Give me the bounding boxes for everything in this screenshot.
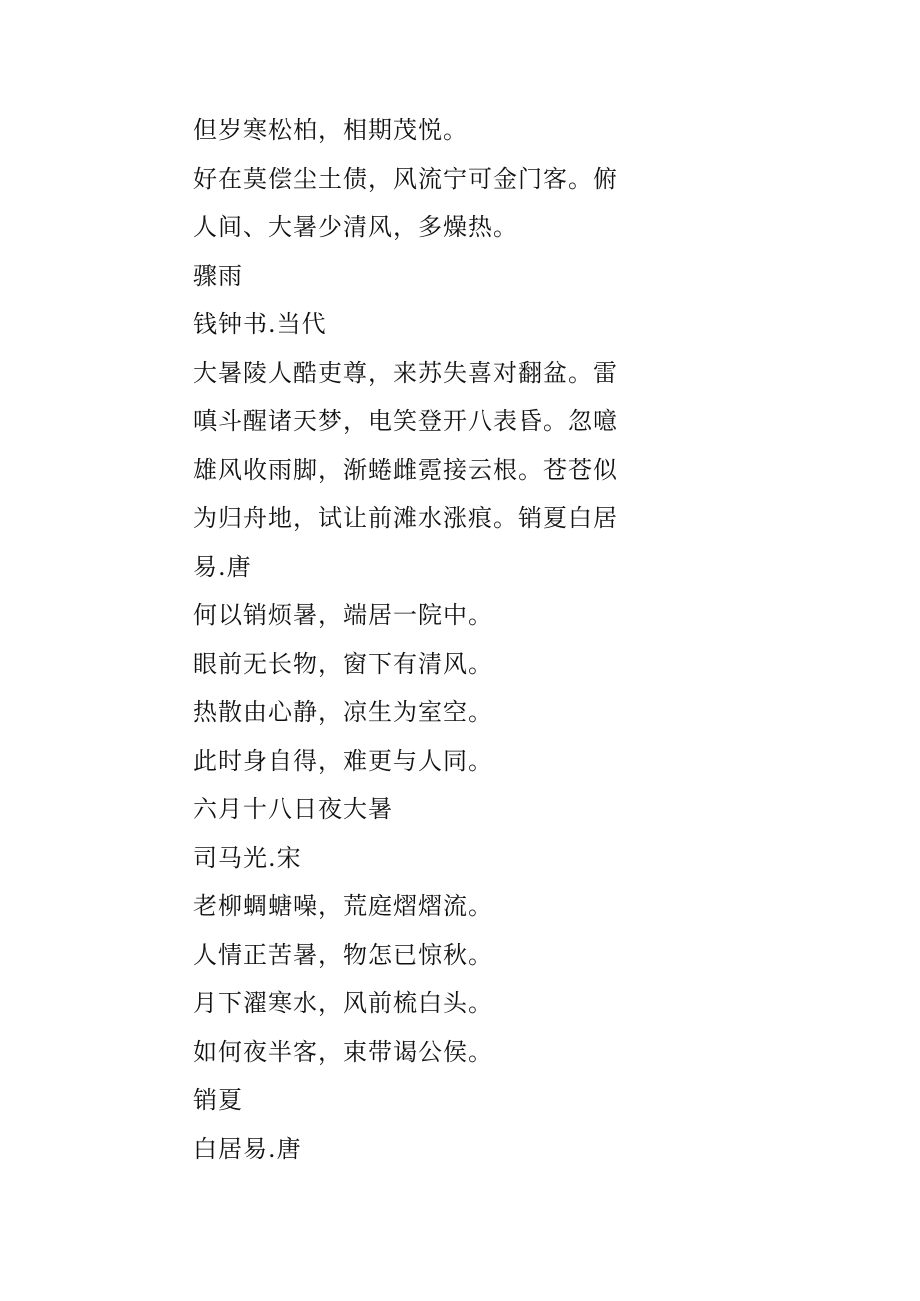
poem-title: 六月十八日夜大暑 xyxy=(193,795,393,823)
text-line: 为归舟地，试让前滩水涨痕。销夏白居 xyxy=(193,504,618,532)
text-line: 雄风收雨脚，渐蜷雌霓接云根。苍苍似 xyxy=(193,455,618,484)
poem-author: 白居易.唐 xyxy=(193,1134,302,1163)
poem-author: 易.唐 xyxy=(193,552,252,581)
text-line: 好在莫偿尘土债，风流宁可金门客。俯 xyxy=(193,164,618,193)
text-line: 大暑陵人酷吏尊，来苏失喜对翻盆。雷 xyxy=(193,358,618,387)
text-line: 何以销烦暑，端居一院中。 xyxy=(193,601,493,629)
poem-title: 销夏 xyxy=(193,1086,243,1114)
poem-author: 司马光.宋 xyxy=(193,843,302,872)
text-line: 此时身自得，难更与人同。 xyxy=(193,746,493,775)
text-line: 热散由心静，凉生为室空。 xyxy=(193,698,493,726)
text-line: 人情正苦暑，物怎已惊秋。 xyxy=(193,940,493,969)
text-line: 月下濯寒水，风前梳白头。 xyxy=(193,989,493,1017)
text-line: 嗔斗醒诸天梦，电笑登开八表昏。忽噫 xyxy=(193,407,618,435)
text-line: 但岁寒松柏，相期茂悦。 xyxy=(193,116,468,144)
poem-title: 骤雨 xyxy=(193,261,243,290)
poem-author: 钱钟书.当代 xyxy=(193,310,327,338)
text-line: 人间、大暑少清风，多燥热。 xyxy=(193,213,518,241)
text-line: 如何夜半客，束带谒公侯。 xyxy=(193,1037,493,1066)
text-line: 老柳蜩螗噪，荒庭熠熠流。 xyxy=(193,892,493,920)
document-body xyxy=(193,106,623,1173)
text-line: 眼前无长物，窗下有清风。 xyxy=(193,649,493,678)
